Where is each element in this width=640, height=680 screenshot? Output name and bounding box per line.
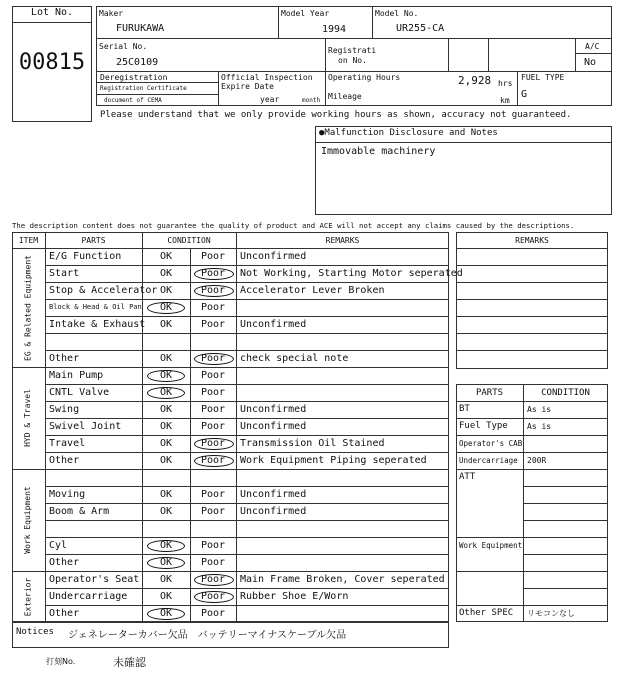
condition-ok: OK xyxy=(159,285,173,296)
condition-poor: Poor xyxy=(200,421,226,432)
maker-value: FURUKAWA xyxy=(116,23,165,34)
right-remarks-header: REMARKS xyxy=(515,236,549,245)
condition-poor: Poor xyxy=(200,540,226,551)
maker-label: Maker xyxy=(99,9,124,18)
year-label: year xyxy=(260,95,280,104)
condition-poor: Poor xyxy=(200,574,226,585)
part-name: Boom & Arm xyxy=(49,506,110,517)
model-no-label: Model No. xyxy=(375,9,419,18)
part-name: Other xyxy=(49,353,80,364)
condition-ok: OK xyxy=(159,302,173,313)
condition-poor: Poor xyxy=(200,489,226,500)
model-year-label: Model Year xyxy=(281,9,330,18)
part-name: Other xyxy=(49,455,80,466)
right-part-undercarriage: Undercarriage xyxy=(459,456,518,465)
part-name: Other xyxy=(49,608,80,619)
condition-ok: OK xyxy=(159,489,173,500)
lot-label: Lot No. xyxy=(30,7,74,18)
remark-text: Main Frame Broken, Cover seperated xyxy=(240,574,445,585)
condition-ok: OK xyxy=(159,421,173,432)
condition-poor: Poor xyxy=(200,506,226,517)
remark-text: Unconfirmed xyxy=(240,506,307,517)
condition-poor: Poor xyxy=(200,608,226,619)
remark-text: Work Equipment Piping seperated xyxy=(240,455,427,466)
part-name: CNTL Valve xyxy=(49,387,110,398)
part-name: Start xyxy=(49,268,80,279)
right-part-operator-cab: Operator's CAB xyxy=(459,439,523,448)
condition-ok: OK xyxy=(159,574,173,585)
condition-ok: OK xyxy=(159,455,173,466)
condition-poor-circle xyxy=(194,353,234,365)
remark-text: Unconfirmed xyxy=(240,421,307,432)
cema-document-label: document of CEMA xyxy=(104,97,162,104)
malfunction-title: ●Malfunction Disclosure and Notes xyxy=(319,128,498,138)
part-name: Undercarriage xyxy=(49,591,128,602)
right-part-fuel-type: Fuel Type xyxy=(459,421,508,431)
operating-hours-label: Operating Hours xyxy=(328,73,401,82)
part-name: E/G Function xyxy=(49,251,122,262)
condition-poor: Poor xyxy=(200,455,226,466)
condition-poor-circle xyxy=(194,438,234,450)
item-header: ITEM xyxy=(18,236,39,245)
row-divider xyxy=(45,333,449,334)
part-name: Intake & Exhaust xyxy=(49,319,146,330)
registration-label-2: on No. xyxy=(338,56,367,65)
notices-label: Notices xyxy=(16,627,54,637)
remark-text: Not Working, Starting Motor seperated xyxy=(240,268,463,279)
part-name: Other xyxy=(49,557,80,568)
right-condition-header: CONDITION xyxy=(541,388,590,398)
part-name: Swivel Joint xyxy=(49,421,122,432)
condition-ok: OK xyxy=(159,353,173,364)
condition-ok: OK xyxy=(159,557,173,568)
remark-text: check special note xyxy=(240,353,349,364)
stamp-label: 打刻No. xyxy=(46,657,76,666)
row-divider xyxy=(12,469,449,470)
right-parts-header: PARTS xyxy=(475,388,504,398)
right-work-equipment-label: Work Equipment xyxy=(459,541,523,550)
item-group-label: HYD & Travel xyxy=(23,389,32,447)
condition-poor: Poor xyxy=(200,404,226,415)
fuel-type-value: G xyxy=(521,89,528,100)
mileage-label: Mileage xyxy=(328,92,362,101)
condition-ok-circle xyxy=(147,540,185,552)
condition-poor: Poor xyxy=(200,302,226,313)
condition-ok: OK xyxy=(159,608,173,619)
part-name: Cyl xyxy=(49,540,68,551)
condition-ok-circle xyxy=(147,302,185,314)
model-no-value: UR255-CA xyxy=(396,23,445,34)
hours-notice: Please understand that we only provide working hours as shown, accuracy not guaranteed. xyxy=(100,110,572,120)
part-name: Main Pump xyxy=(49,370,104,381)
row-divider xyxy=(45,520,449,521)
item-group-label: Work Equipment xyxy=(23,486,32,554)
ac-value: No xyxy=(584,57,597,68)
remark-text: Unconfirmed xyxy=(240,319,307,330)
model-year-value: 1994 xyxy=(322,24,347,35)
notices-text: ジェネレーターカバー欠品 バッテリーマイナスケーブル欠品 xyxy=(68,630,347,641)
part-name: Swing xyxy=(49,404,80,415)
row-divider xyxy=(45,605,449,606)
remark-text: Transmission Oil Stained xyxy=(240,438,385,449)
right-cond-fuel-type: As is xyxy=(527,422,552,431)
condition-ok-circle xyxy=(147,608,185,620)
official-inspection-label-1: Official Inspection xyxy=(221,73,313,82)
right-cond-bt: As is xyxy=(527,405,552,414)
condition-poor-circle xyxy=(194,285,234,297)
fuel-type-label: FUEL TYPE xyxy=(521,73,565,82)
condition-ok: OK xyxy=(159,268,173,279)
lot-number: 00815 xyxy=(18,50,86,75)
item-group-label: EG & Related Equipment xyxy=(23,254,32,361)
condition-poor: Poor xyxy=(200,387,226,398)
ac-label: A/C xyxy=(585,42,600,51)
operating-hours-value: 2,928 xyxy=(458,74,492,87)
right-att-label: ATT xyxy=(459,472,476,482)
condition-ok: OK xyxy=(159,506,173,517)
right-other-spec-label: Other SPEC xyxy=(459,608,514,618)
condition-poor: Poor xyxy=(200,268,226,279)
deregistration-label: Deregistration xyxy=(100,73,168,82)
stamp-value: 未確認 xyxy=(113,656,146,669)
condition-ok: OK xyxy=(159,438,173,449)
disclaimer-text: The description content does not guarantee the quality of product and ACE will not accept any claims caused by the descriptions. xyxy=(12,221,575,230)
part-name: Moving xyxy=(49,489,86,500)
registration-label-1: Registrati xyxy=(328,46,377,55)
registration-certificate-label: Registration Certificate xyxy=(100,85,187,92)
condition-ok-circle xyxy=(147,557,185,569)
condition-ok: OK xyxy=(159,387,173,398)
item-group-label: Exterior xyxy=(23,577,32,616)
condition-poor-circle xyxy=(194,455,234,467)
condition-ok-circle xyxy=(147,370,185,382)
condition-ok: OK xyxy=(159,370,173,381)
condition-ok: OK xyxy=(159,319,173,330)
part-name: Stop & Accelerator xyxy=(49,285,158,296)
hrs-unit: hrs xyxy=(498,79,513,88)
official-inspection-label-2: Expire Date xyxy=(221,82,274,91)
condition-poor: Poor xyxy=(200,285,226,296)
parts-header: PARTS xyxy=(81,236,106,245)
condition-ok: OK xyxy=(159,251,173,262)
condition-ok: OK xyxy=(159,404,173,415)
right-cond-undercarriage: 200R xyxy=(527,456,547,465)
right-part-bt: BT xyxy=(459,404,470,414)
remark-text: Unconfirmed xyxy=(240,251,307,262)
condition-poor: Poor xyxy=(200,370,226,381)
part-name: Block & Head & Oil Pan xyxy=(49,303,142,311)
condition-poor: Poor xyxy=(200,353,226,364)
remarks-header: REMARKS xyxy=(325,236,360,245)
condition-ok-circle xyxy=(147,387,185,399)
condition-poor-circle xyxy=(194,574,234,586)
month-label: month xyxy=(302,97,321,104)
condition-poor: Poor xyxy=(200,319,226,330)
remark-text: Accelerator Lever Broken xyxy=(240,285,385,296)
condition-poor-circle xyxy=(194,268,234,280)
condition-poor-circle xyxy=(194,591,234,603)
right-remarks-box xyxy=(456,232,608,369)
serial-value: 25C0109 xyxy=(116,57,159,68)
remark-text: Rubber Shoe E/Worn xyxy=(240,591,349,602)
condition-ok: OK xyxy=(159,540,173,551)
row-divider xyxy=(45,554,449,555)
remark-text: Unconfirmed xyxy=(240,489,307,500)
condition-header: CONDITION xyxy=(167,236,211,245)
condition-poor: Poor xyxy=(200,591,226,602)
serial-label: Serial No. xyxy=(99,42,148,51)
condition-poor: Poor xyxy=(200,438,226,449)
part-name: Operator's Seat xyxy=(49,574,140,585)
right-other-spec-value: リモコンなし xyxy=(527,609,575,618)
row-divider xyxy=(45,537,449,538)
remark-text: Unconfirmed xyxy=(240,404,307,415)
malfunction-box xyxy=(315,126,612,215)
malfunction-text: Immovable machinery xyxy=(321,146,436,157)
condition-ok: OK xyxy=(159,591,173,602)
part-name: Travel xyxy=(49,438,86,449)
km-unit: km xyxy=(500,96,510,105)
condition-poor: Poor xyxy=(200,251,226,262)
condition-poor: Poor xyxy=(200,557,226,568)
